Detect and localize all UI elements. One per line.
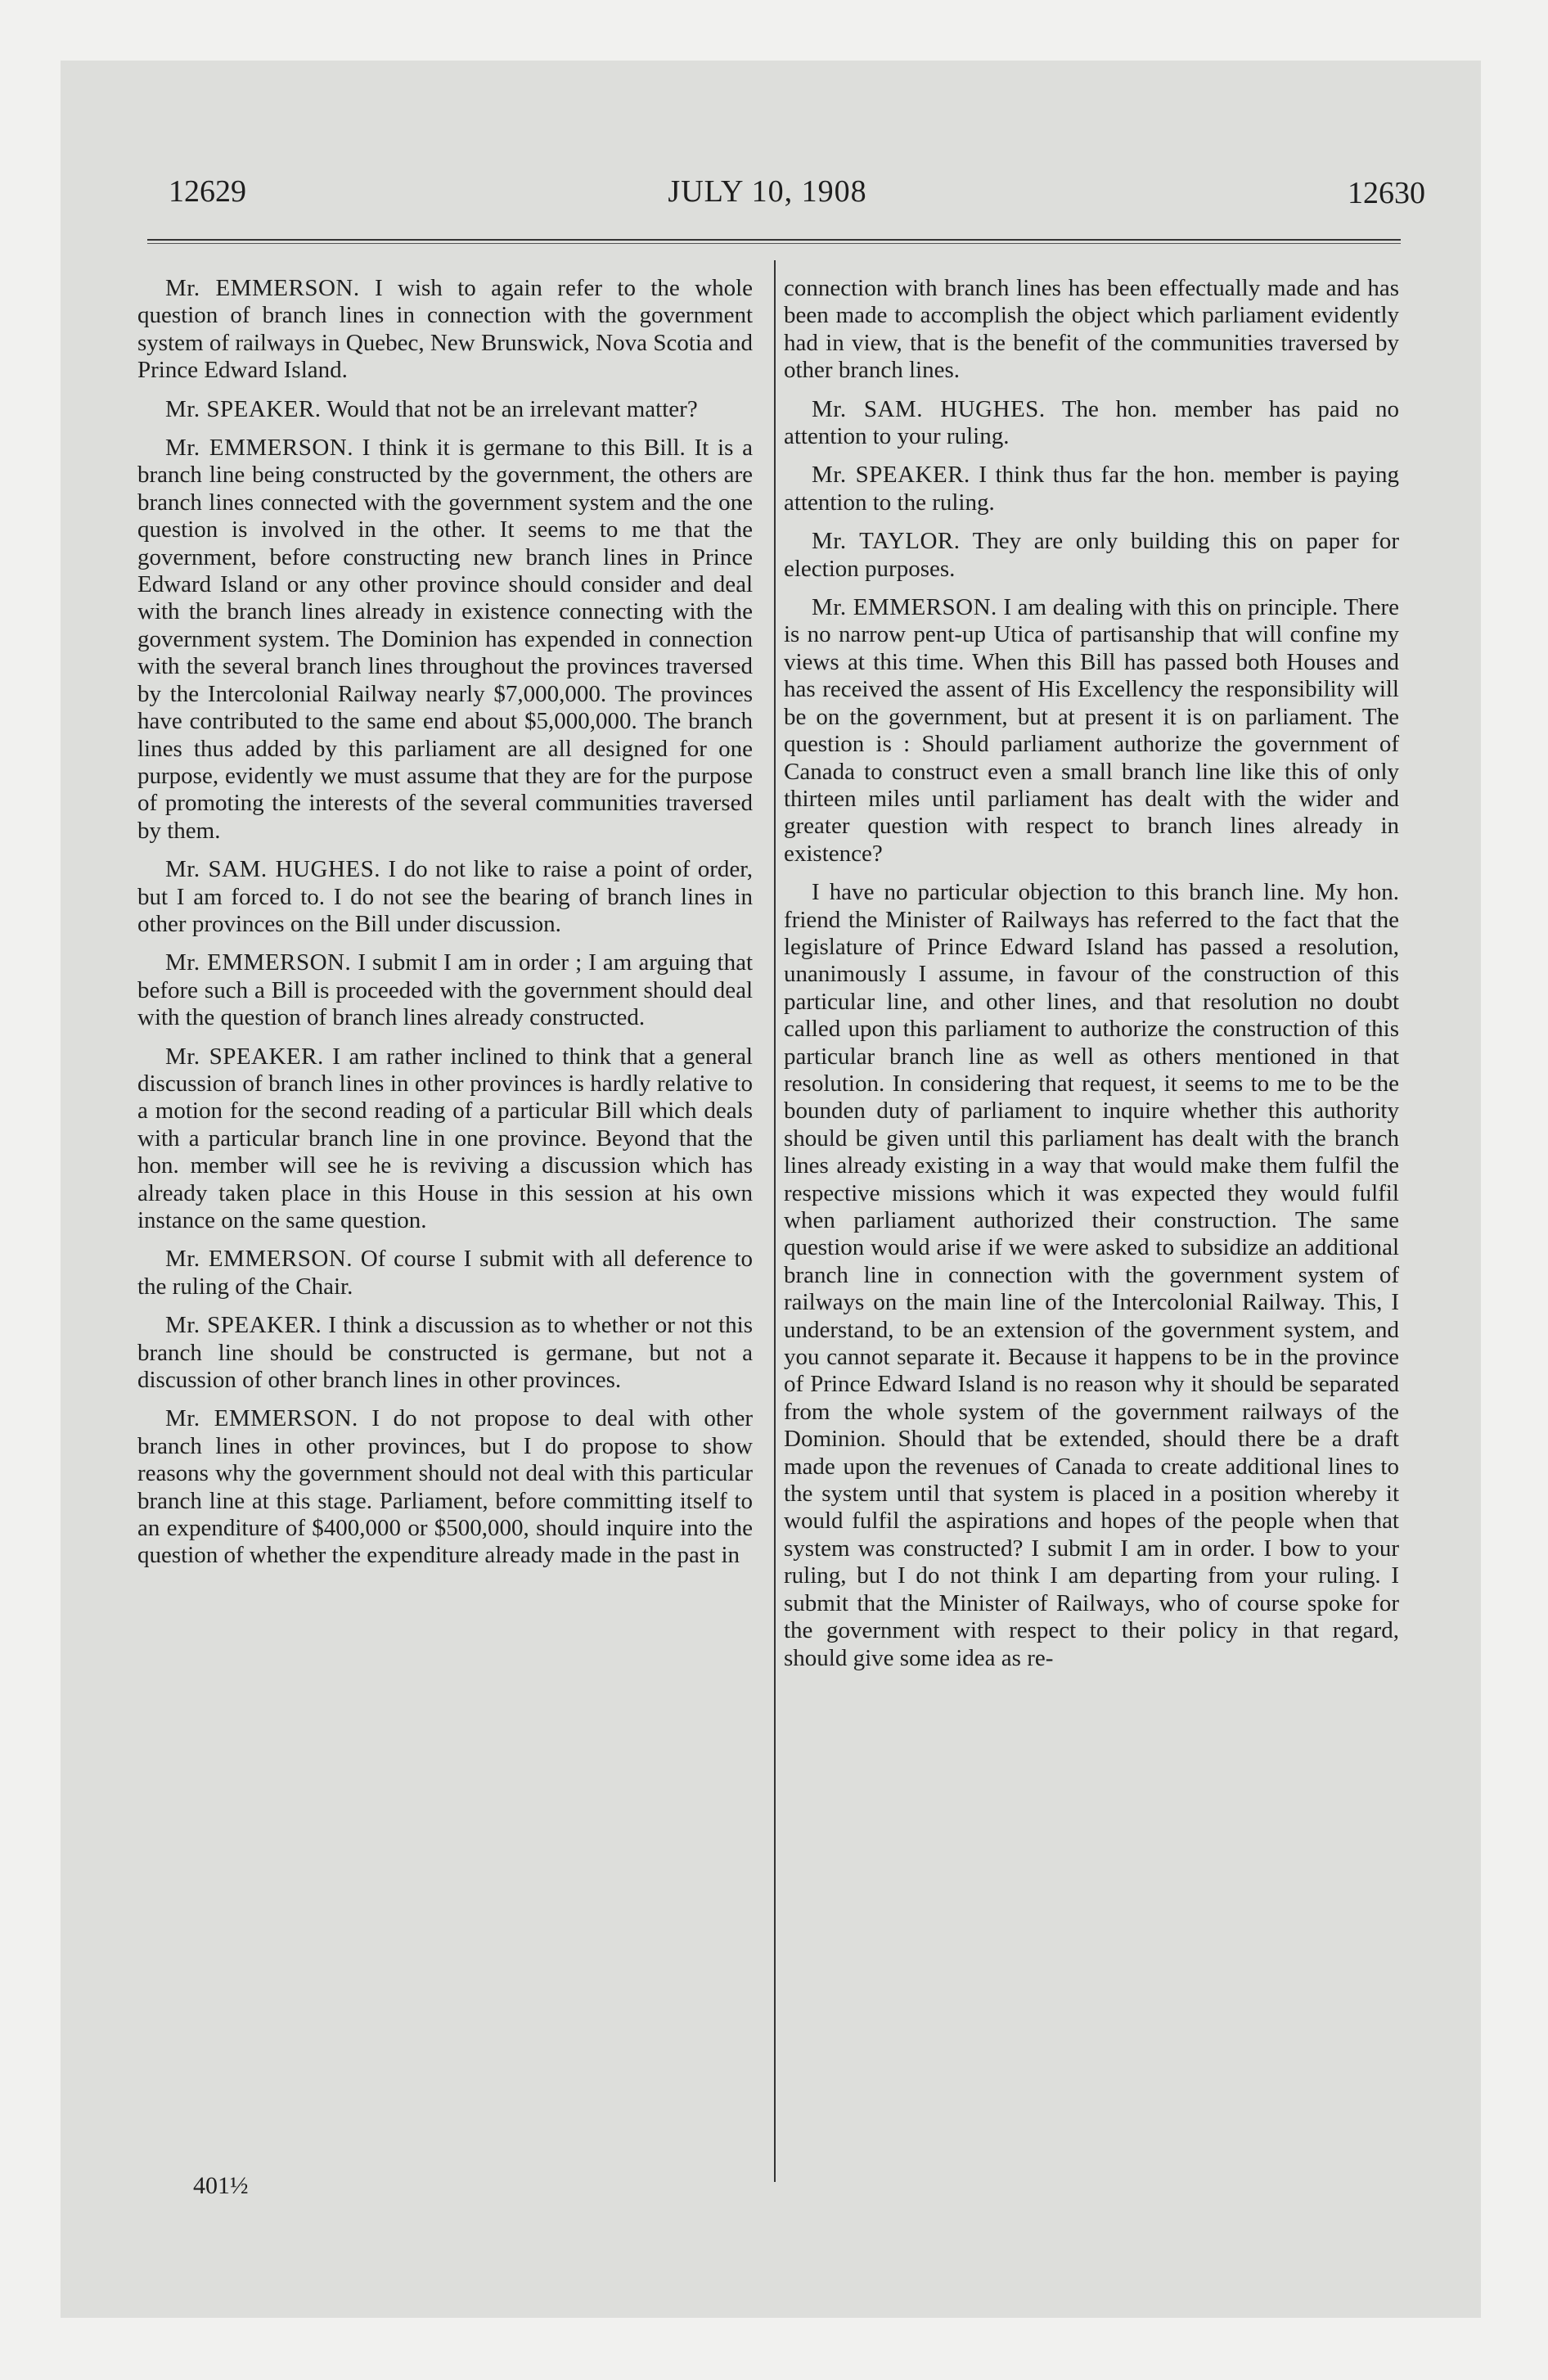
paragraph (784, 879, 1399, 1672)
paragraph-text: I think thus far the hon. member is paying attention to the ruling. (784, 462, 1399, 516)
paragraph-text: I wish to again refer to the whole question of branch lines in connection with the government system of railways in Quebec, New Brunswick, Nova Scotia and Prince Edward Island. (137, 275, 754, 384)
paragraph-text: connection with branch lines has been effectually made and has been made to accomplish the object which parliament evidently had in view, that is the benefit of the communities traversed by other branch lines. (784, 275, 1399, 384)
speaker-name: Mr. SPEAKER. (812, 462, 970, 489)
paragraph (137, 435, 753, 845)
paragraph-text: I have no particular objection to this branch line. My hon. friend the Minister of Railways has referred to the fact that the legislature of Prince Edward Island has passed a resolution, unanimously I assume, in favour of the construction of this particular line, and other lines, and that resolution no doubt called upon this parliament to authorize the construction of this particular branch line as well as others mentioned in that resolution. In considering that request, it seems to me to be the bounden duty of parliament to inquire whether this authority should be given until this parliament has dealt with the branch lines already existing in a way that would make them fulfil the respective missions which it was expected they would fulfil when parliament authorized their construction. The same question would arise if we were asked to subsidize an additional branch line in connection with the government system of railways on the main line of the Intercolonial Railway. This, I understand, to be an extension of the government system, and you cannot separate it. Because it happens to be in the province of Prince Edward Island is no reason why it should be separated from the whole system of the government railways of the Dominion. Should that be extended, should there be a draft made upon the revenues of Canada to create additional lines to the system until that system is placed in a position whereby it would fulfil the aspirations and hopes of the people when that system was constructed? I submit I am in order. I bow to your ruling, but I do not think I am departing from your ruling. I submit that the Minister of Railways, who of course spoke for the government with respect to their policy in that regard, should give some idea as re- (784, 879, 1399, 1671)
paragraph-text: The hon. member has paid no attention to your ruling. (784, 395, 1399, 450)
paragraph (784, 594, 1399, 868)
paragraph-text: I am dealing with this on principle. There is no narrow pent-up Utica of partisanship that will confine my views at this time. When this Bill has passed both Houses and has received the assent of His Excellency the responsibility will be on the government, but at present it is on parliament. The question is : Should parliament authorize the government of Canada to construct even a small branch line like this of only thirteen miles until parliament has dealt with the wider and greater question with respect to branch lines already in existence? (784, 594, 1399, 867)
page-header (110, 174, 1425, 223)
speaker-name: Mr. TAYLOR. (812, 528, 961, 555)
paragraph-text: I think it is germane to this Bill. It is a branch line being constructed by the government, the others are branch lines connected with the government system and the one question is involved in the other. It seems to me that the government, before constructing new branch lines in Prince Edward Island or any other province should consider and deal with the branch lines already in existence connecting with the government system. The Dominion has expended in connection with the several branch lines throughout the provinces traversed by the Intercolonial Railway nearly $7,000,000. The provinces have contributed to the same end about $5,000,000. The branch lines thus added by this parliament are all designed for one purpose, evidently we must assume that they are for the purpose of promoting the interests of the several communities traversed by them. (137, 435, 754, 844)
paragraph (784, 528, 1399, 583)
paragraph (137, 1044, 753, 1235)
page-number-right: 12630 (1348, 176, 1425, 210)
speaker-name: Mr. SAM. HUGHES. (812, 395, 1046, 422)
speaker-name: Mr. EMMERSON. (812, 594, 997, 621)
paragraph (137, 275, 753, 385)
page-number-left: 12629 (169, 174, 246, 209)
speaker-name: Mr. SAM. HUGHES. (165, 856, 380, 883)
paragraph (784, 275, 1399, 385)
paragraph-text: I am rather inclined to think that a general discussion of branch lines in other provinces is hardly relative to a motion for the second reading of a particular Bill which deals with a particular branch line in one province. Beyond that the hon. member will see he is reviving a discussion which has already taken place in this House in this session at his own instance on the same question. (137, 1043, 753, 1233)
paragraph-text: They are only building this on paper for election purposes. (784, 528, 1399, 582)
speaker-name: Mr. SPEAKER. (165, 1043, 324, 1070)
paragraph-text: I do not like to raise a point of order, but I am forced to. I do not see the bearing of branch lines in other provinces on the Bill under discussion. (137, 856, 753, 937)
paragraph (137, 1405, 753, 1569)
speaker-name: Mr. EMMERSON. (165, 275, 360, 301)
speaker-name: Mr. EMMERSON. (165, 1405, 358, 1432)
paragraph-text: I submit I am in order ; I am arguing that before such a Bill is proceeded with the government should deal with the question of branch lines already constructed. (137, 949, 754, 1031)
paragraph-text: Would that not be an irrelevant matter? (326, 395, 698, 422)
paragraph (784, 462, 1399, 516)
column-divider (774, 260, 776, 2182)
left-column (137, 275, 753, 1581)
speaker-name: Mr. EMMERSON. (165, 435, 353, 462)
paragraph-text: I think a discussion as to whether or not this branch line should be constructed is germane, but not a discussion of other branch lines in other provinces. (137, 1312, 753, 1394)
paragraph (137, 856, 753, 938)
paragraph (137, 1312, 753, 1394)
speaker-name: Mr. EMMERSON. (165, 1246, 353, 1273)
paragraph (137, 949, 753, 1031)
speaker-name: Mr. SPEAKER. (165, 1312, 322, 1339)
paragraph-text: I do not propose to deal with other branch lines in other provinces, but I do propose to show reasons why the government should not deal with this particular branch line at this stage. Parliament, before committing itself to an expenditure of $400,000 or $500,000, should inquire into the question of whether the expenditure already made in the past in (137, 1405, 754, 1569)
paragraph (137, 396, 753, 423)
speaker-name: Mr. EMMERSON. (165, 949, 352, 976)
header-rule (147, 239, 1401, 244)
page-title: JULY 10, 1908 (668, 174, 867, 209)
folio-mark: 401½ (193, 2172, 249, 2199)
speaker-name: Mr. SPEAKER. (165, 395, 322, 422)
right-column (784, 275, 1399, 1684)
paragraph-text: Of course I submit with all deference to the ruling of the Chair. (137, 1246, 753, 1300)
paragraph (784, 396, 1399, 451)
paragraph (137, 1246, 753, 1300)
